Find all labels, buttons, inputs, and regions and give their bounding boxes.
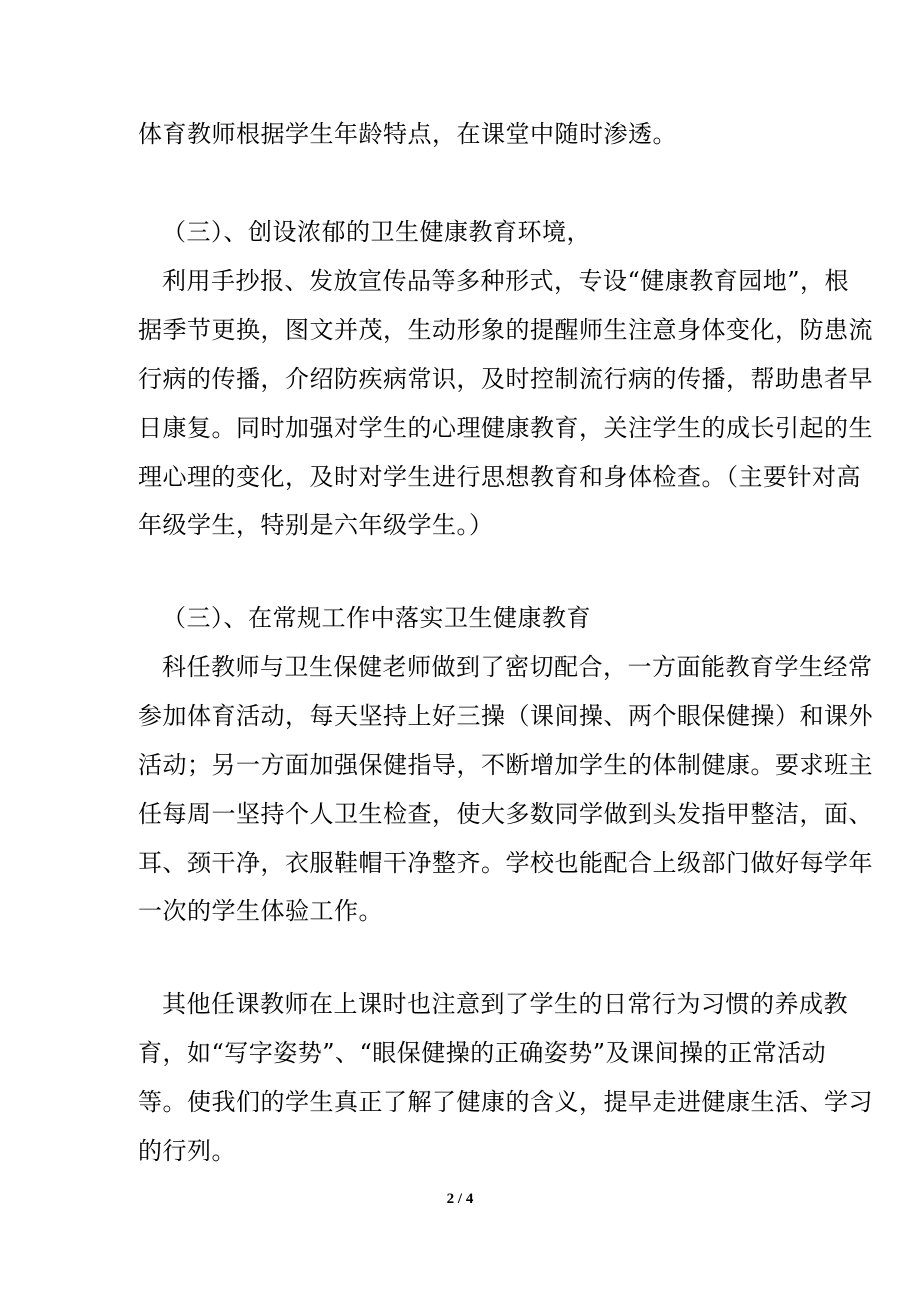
paragraph-line: 参加体育活动，每天坚持上好三操（课间操、两个眼保健操）和课外 xyxy=(138,702,873,730)
paragraph-line: 一次的学生体验工作。 xyxy=(138,897,383,925)
section-heading: （三）、创设浓郁的卫生健康教育环境， xyxy=(162,218,591,246)
paragraph-line: 任每周一坚持个人卫生检查，使大多数同学做到头发指甲整洁，面、 xyxy=(138,800,873,828)
paragraph-line: 科任教师与卫生保健老师做到了密切配合，一方面能教育学生经常 xyxy=(162,653,873,681)
paragraph-line: 年级学生，特别是六年级学生。） xyxy=(138,511,494,539)
paragraph-line: 育，如“写字姿势”、“眼保健操的正确姿势”及课间操的正常活动 xyxy=(138,1039,827,1067)
paragraph-line: 行病的传播，介绍防疾病常识，及时控制流行病的传播，帮助患者早 xyxy=(138,365,873,393)
paragraph-line: 体育教师根据学生年龄特点，在课堂中随时渗透。 xyxy=(138,120,677,148)
paragraph-line: 理心理的变化，及时对学生进行思想教育和身体检查。（主要针对高 xyxy=(138,463,861,491)
paragraph-line: 据季节更换，图文并茂，生动形象的提醒师生注意身体变化，防患流 xyxy=(138,316,873,344)
paragraph-line: 活动；另一方面加强保健指导，不断增加学生的体制健康。要求班主 xyxy=(138,751,873,779)
paragraph-line: 其他任课教师在上课时也注意到了学生的日常行为习惯的养成教 xyxy=(162,990,848,1018)
paragraph-line: 日康复。同时加强对学生的心理健康教育，关注学生的成长引起的生 xyxy=(138,414,873,442)
page-number: 2 / 4 xyxy=(446,1191,474,1207)
paragraph-line: 利用手抄报、发放宣传品等多种形式，专设“健康教育园地”，根 xyxy=(162,267,850,295)
section-heading: （三）、在常规工作中落实卫生健康教育 xyxy=(162,604,591,632)
paragraph-line: 耳、颈干净，衣服鞋帽干净整齐。学校也能配合上级部门做好每学年 xyxy=(138,849,873,877)
paragraph-line: 的行列。 xyxy=(138,1137,236,1165)
paragraph-line: 等。使我们的学生真正了解了健康的含义，提早走进健康生活、学习 xyxy=(138,1088,873,1116)
